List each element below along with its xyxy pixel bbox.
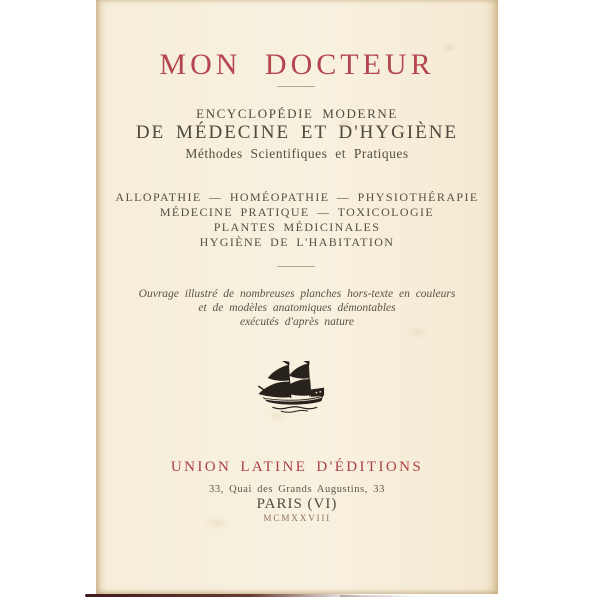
separator-rule (277, 266, 315, 267)
description-line: Ouvrage illustré de nombreuses planches hors-texte en couleurs (138, 288, 456, 300)
separator-rule (277, 86, 315, 87)
series-line-1: ENCYCLOPÉDIE MODERNE (196, 106, 398, 121)
series-line-2: DE MÉDECINE ET D'HYGIÈNE (135, 122, 459, 143)
specialty-line: MÉDECINE PRATIQUE — TOXICOLOGIE (159, 205, 435, 219)
specialty-line: PLANTES MÉDICINALES (213, 220, 381, 234)
publisher-address: 33, Quai des Grands Augustins, 33 (209, 484, 385, 495)
publisher-city: PARIS (VI) (256, 496, 338, 512)
book-cover-edge-shadow (340, 595, 420, 597)
series-line-3: Méthodes Scientifiques et Pratiques (185, 146, 409, 161)
book-title-page (96, 0, 498, 594)
specialty-line: ALLOPATHIE — HOMÉOPATHIE — PHYSIOTHÉRAPIE (115, 190, 479, 204)
publisher-name: UNION LATINE D'ÉDITIONS (170, 459, 424, 475)
publication-year: MCMXXVIII (263, 514, 331, 524)
description-line: et de modèles anatomiques démontables (198, 302, 396, 314)
specialty-line: HYGIÈNE DE L'HABITATION (199, 235, 395, 249)
book-title: MON DOCTEUR (159, 48, 435, 81)
book-cover-edge (85, 594, 360, 597)
sailing-ship-icon (254, 361, 334, 415)
description-line: exécutés d'après nature (239, 316, 355, 328)
